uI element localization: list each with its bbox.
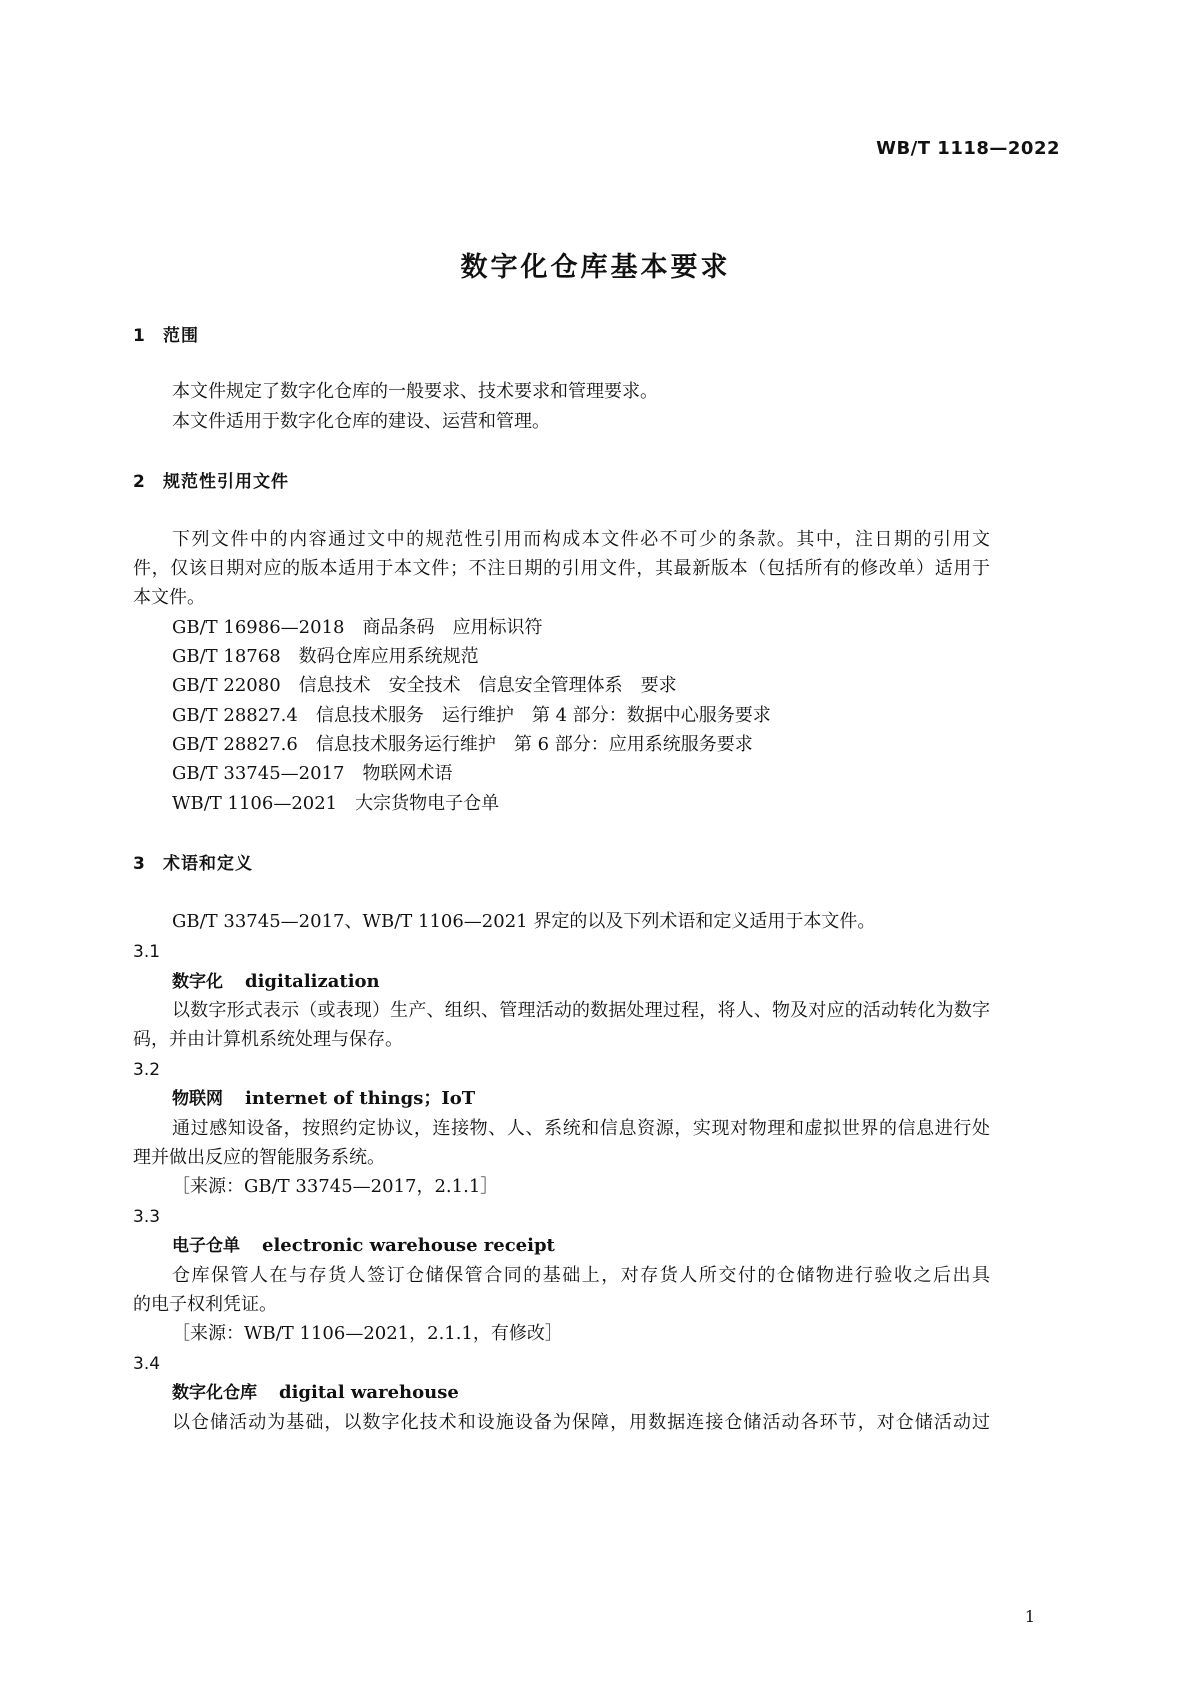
section-2-heading <box>133 470 289 494</box>
reference-code: GB/T 28827.6 <box>172 734 298 755</box>
term-english: internet of things；IoT <box>245 1088 476 1109</box>
definition-line: 以仓储活动为基础，以数字化技术和设施设备为保障，用数据连接仓储活动各环节，对仓储活动过 <box>172 1412 990 1433</box>
term-heading <box>172 1234 555 1258</box>
reference-title: 商品条码 应用标识符 <box>362 617 543 638</box>
reference-item <box>172 674 677 698</box>
definition-line: 以数字形式表示（或表现）生产、组织、管理活动的数据处理过程，将人、物及对应的活动转化为数字 <box>172 1000 990 1021</box>
term-english: digitalization <box>245 971 380 992</box>
definition-line: 的电子权利凭证。 <box>133 1294 277 1315</box>
term-english: digital warehouse <box>279 1382 459 1403</box>
reference-item <box>172 616 542 640</box>
reference-item <box>172 762 452 786</box>
standard-code: WB/T 1118—2022 <box>876 138 1060 159</box>
reference-code: GB/T 28827.4 <box>172 705 298 726</box>
section-title: 规范性引用文件 <box>163 472 289 492</box>
reference-code: GB/T 18768 <box>172 646 281 667</box>
reference-title: 信息技术服务运行维护 第 6 部分：应用系统服务要求 <box>315 734 753 755</box>
term-number: 3.2 <box>133 1060 161 1080</box>
document-title: 数字化仓库基本要求 <box>460 252 731 283</box>
source-note: ［来源：GB/T 33745—2017，2.1.1］ <box>172 1176 499 1197</box>
paragraph-line: 本文件。 <box>133 587 205 608</box>
definition-line: 通过感知设备，按照约定协议，连接物、人、系统和信息资源，实现对物理和虚拟世界的信息进行处 <box>172 1118 990 1139</box>
term-english: electronic warehouse receipt <box>262 1235 555 1256</box>
term-heading <box>172 1087 475 1111</box>
section-number: 3 <box>133 854 146 874</box>
page-number: 1 <box>1024 1607 1035 1626</box>
reference-title: 数码仓库应用系统规范 <box>298 646 479 667</box>
paragraph-line: 件，仅该日期对应的版本适用于本文件；不注日期的引用文件，其最新版本（包括所有的修改单）适用于 <box>133 558 990 579</box>
paragraph: GB/T 33745—2017、WB/T 1106—2021 界定的以及下列术语和定义适用于本文件。 <box>172 911 876 932</box>
reference-item <box>172 645 479 669</box>
reference-title: 物联网术语 <box>362 763 453 784</box>
term-name: 物联网 <box>172 1089 223 1109</box>
definition-line: 仓库保管人在与存货人签订仓储保管合同的基础上，对存货人所交付的仓储物进行验收之后出具 <box>172 1265 990 1286</box>
section-1-heading <box>133 324 199 348</box>
term-name: 电子仓单 <box>172 1236 240 1256</box>
reference-code: GB/T 33745—2017 <box>172 763 345 784</box>
reference-title: 信息技术 安全技术 信息安全管理体系 要求 <box>298 675 677 696</box>
section-title: 术语和定义 <box>163 854 253 874</box>
definition-line: 理并做出反应的智能服务系统。 <box>133 1147 385 1168</box>
term-number: 3.4 <box>133 1354 161 1374</box>
definition-line: 码，并由计算机系统处理与保存。 <box>133 1029 403 1050</box>
reference-item <box>172 733 753 757</box>
term-name: 数字化 <box>172 972 223 992</box>
paragraph-line: 下列文件中的内容通过文中的规范性引用而构成本文件必不可少的条款。其中，注日期的引用文 <box>172 529 990 550</box>
paragraph: 本文件规定了数字化仓库的一般要求、技术要求和管理要求。 <box>172 381 658 402</box>
reference-code: WB/T 1106—2021 <box>172 793 338 814</box>
reference-title: 信息技术服务 运行维护 第 4 部分：数据中心服务要求 <box>315 705 771 726</box>
term-heading <box>172 1381 459 1405</box>
term-name: 数字化仓库 <box>172 1383 257 1403</box>
term-heading <box>172 970 380 994</box>
reference-title: 大宗货物电子仓单 <box>355 793 500 814</box>
term-number: 3.1 <box>133 942 161 962</box>
section-number: 2 <box>133 472 146 492</box>
reference-item <box>172 792 499 816</box>
paragraph: 本文件适用于数字化仓库的建设、运营和管理。 <box>172 411 550 432</box>
section-title: 范围 <box>163 326 199 346</box>
reference-code: GB/T 22080 <box>172 675 281 696</box>
source-note: ［来源：WB/T 1106—2021，2.1.1，有修改］ <box>172 1323 563 1344</box>
section-number: 1 <box>133 326 146 346</box>
reference-item <box>172 704 771 728</box>
section-3-heading <box>133 852 253 876</box>
term-number: 3.3 <box>133 1207 161 1227</box>
reference-code: GB/T 16986—2018 <box>172 617 345 638</box>
